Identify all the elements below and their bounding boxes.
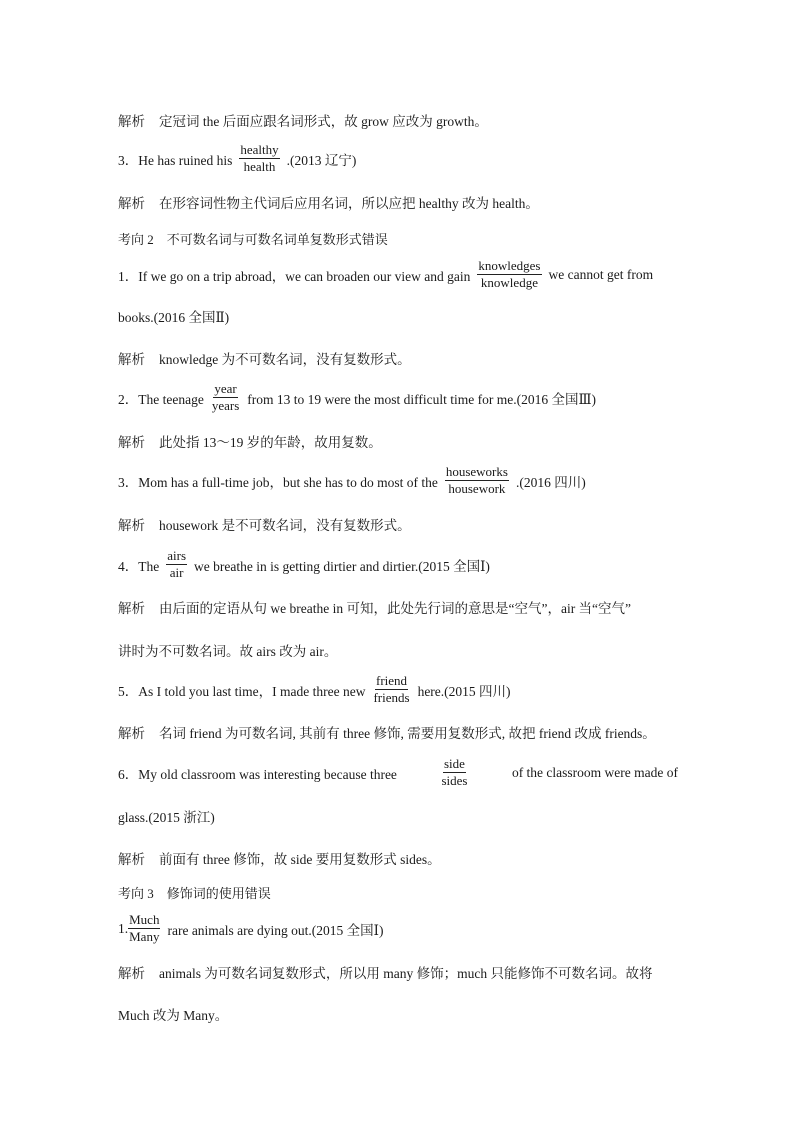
correction-fraction (445, 465, 509, 497)
explanation-label: 解析 (118, 518, 145, 533)
section-heading-2: 考向 2 不可数名词与可数名词单复数形式错误 (118, 232, 388, 247)
question-text-cont: of the classroom were made of (511, 764, 678, 780)
question-air (118, 549, 490, 581)
question-sides (118, 757, 678, 789)
explanation-text: 定冠词 the 后面应跟名词形式，故 grow 应改为 growth。 (159, 114, 488, 129)
explanation-text: 名词 friend 为可数名词, 其前有 three 修饰, 需要用复数形式, 故把 friend 改成 friends。 (159, 726, 656, 741)
explanation-text: 此处指 13～19 岁的年龄，故用复数。 (159, 435, 382, 450)
correct-word: health (243, 159, 276, 175)
correction-fraction (239, 143, 279, 175)
explanation-text: 在形容词性物主代词后应用名词，所以应把 healthy 改为 health。 (159, 196, 539, 211)
question-text: 6．My old classroom was interesting because three (118, 766, 397, 782)
explanation-label: 解析 (118, 196, 145, 211)
question-text-cont: we breathe in is getting dirtier and dirtier.(2015 全国Ⅰ) (194, 558, 490, 574)
explanation-many (118, 962, 652, 982)
question-source: here.(2015 四川) (417, 683, 511, 699)
explanation-text: 由后面的定语从句 we breathe in 可知，此处先行词的意思是“空气”，air 当“空气” (159, 601, 632, 616)
question-continuation: glass.(2015 浙江) (118, 810, 215, 825)
question-text: 1．If we go on a trip abroad，we can broaden our view and gain (118, 268, 471, 284)
explanation-text: housework 是不可数名词，没有复数形式。 (159, 518, 411, 533)
explanation-air (118, 597, 631, 617)
explanation-text: knowledge 为不可数名词，没有复数形式。 (159, 352, 411, 367)
correction-fraction (166, 549, 187, 581)
explanation-knowledge (118, 348, 411, 368)
section-heading-3: 考向 3 修饰词的使用错误 (118, 886, 271, 901)
correct-word: friends (373, 690, 410, 706)
correct-word: Many (129, 929, 160, 945)
question-text: 4．The (118, 558, 160, 574)
explanation-label: 解析 (118, 852, 145, 867)
correction-fraction (372, 674, 410, 706)
explanation-sides (118, 848, 441, 868)
question-text: 2．The teenage (118, 391, 204, 407)
explanation-label: 解析 (118, 966, 145, 981)
explanation-growth (118, 110, 488, 130)
correct-word: years (211, 398, 240, 414)
correct-word: housework (448, 481, 506, 497)
question-years (118, 382, 596, 414)
question-many (118, 913, 384, 945)
explanation-health (118, 192, 539, 212)
explanation-label: 解析 (118, 435, 145, 450)
explanation-label: 解析 (118, 601, 145, 616)
question-friends (118, 674, 511, 706)
question-text-cont: we cannot get from (548, 266, 654, 282)
correction-fraction (440, 757, 468, 789)
explanation-housework (118, 514, 411, 534)
question-continuation: books.(2016 全国Ⅱ) (118, 310, 230, 325)
question-text-cont: rare animals are dying out.(2015 全国Ⅰ) (167, 922, 384, 938)
wrong-word: houseworks (445, 465, 509, 481)
wrong-word: year (213, 382, 237, 398)
question-text: 3．Mom has a full-time job，but she has to do most of the (118, 474, 438, 490)
explanation-label: 解析 (118, 114, 145, 129)
question-healthy (118, 143, 356, 175)
correction-fraction (128, 913, 160, 945)
explanation-text: animals 为可数名词复数形式，所以用 many 修饰；much 只能修饰不可数名词。故将 (159, 966, 653, 981)
correct-word: sides (441, 773, 468, 789)
explanation-continuation: 讲时为不可数名词。故 airs 改为 air。 (118, 644, 338, 659)
wrong-word: Much (128, 913, 160, 929)
question-text: 3．He has ruined his (118, 152, 233, 168)
question-source: .(2016 四川) (515, 474, 586, 490)
question-knowledge (118, 259, 653, 291)
correction-fraction (477, 259, 541, 291)
wrong-word: airs (166, 549, 187, 565)
question-text: 5．As I told you last time，I made three new (118, 683, 366, 699)
wrong-word: knowledges (477, 259, 541, 275)
question-text-cont: from 13 to 19 were the most difficult time for me.(2016 全国Ⅲ) (247, 391, 596, 407)
wrong-word: friend (375, 674, 408, 690)
correct-word: knowledge (480, 275, 538, 291)
question-housework (118, 465, 586, 497)
question-source: .(2013 辽宁) (286, 152, 357, 168)
wrong-word: side (443, 757, 466, 773)
explanation-label: 解析 (118, 352, 145, 367)
wrong-word: healthy (239, 143, 279, 159)
explanation-continuation: Much 改为 Many。 (118, 1008, 229, 1023)
explanation-text: 前面有 three 修饰，故 side 要用复数形式 sides。 (159, 852, 441, 867)
explanation-friends (118, 722, 656, 742)
correction-fraction (211, 382, 240, 414)
correct-word: air (169, 565, 184, 581)
explanation-label: 解析 (118, 726, 145, 741)
explanation-years (118, 431, 382, 451)
question-number: 1. (118, 920, 129, 936)
